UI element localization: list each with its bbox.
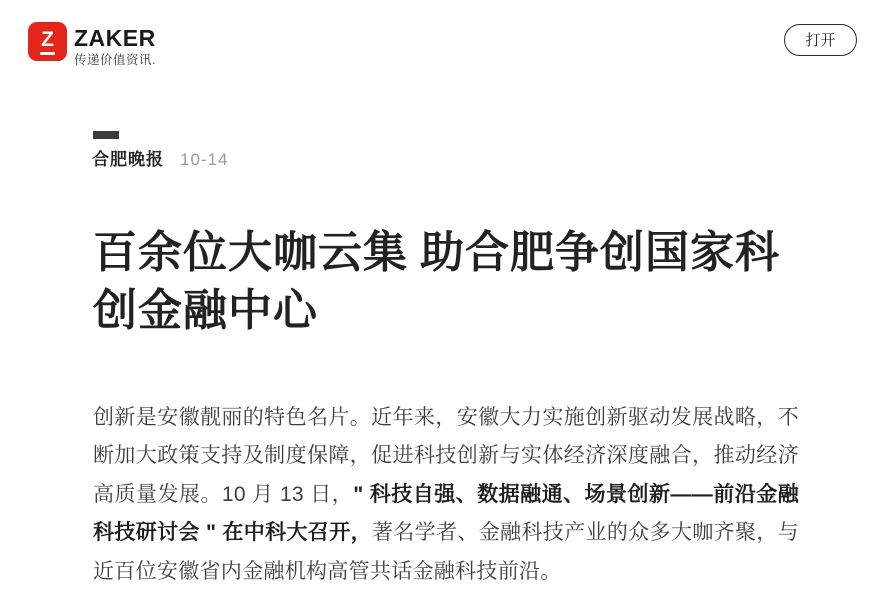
article-title: 百余位大咖云集 助合肥争创国家科创金融中心 <box>93 228 780 336</box>
article-source[interactable]: 合肥晚报 <box>92 150 164 169</box>
article-date: 10-14 <box>180 150 229 169</box>
logo-underline-bar <box>40 52 55 55</box>
open-app-button[interactable]: 打开 <box>784 24 857 56</box>
logo-letter: Z <box>41 27 54 51</box>
top-bar <box>28 22 857 67</box>
brand-text <box>74 22 156 67</box>
brand-tagline: 传递价值资讯. <box>74 53 156 67</box>
accent-dash <box>93 131 119 139</box>
paragraph-segment-1: 创新是安徽靓丽的特色名片。近年来，安徽大力实施创新驱动发展战略，不断加大政策支持及制度保障，促进科技创新与实体经济深度融合，推动经济高质量发展。10 月 13 日， <box>93 406 799 506</box>
paragraph-segment-bold: " 科技自强、数据融通、场景创新——前沿金融科技研讨会 " 在中科大召开， <box>93 482 799 545</box>
article-meta <box>92 150 228 170</box>
paragraph-segment-3: 著名学者、金融科技产业的众多大咖齐聚，与近百位安徽省内金融机构高管共话金融科技前沿。 <box>93 521 799 583</box>
article-paragraph <box>93 399 799 591</box>
zaker-logo-icon <box>28 22 67 61</box>
zaker-brand[interactable] <box>28 22 156 67</box>
brand-name: ZAKER <box>74 25 156 51</box>
